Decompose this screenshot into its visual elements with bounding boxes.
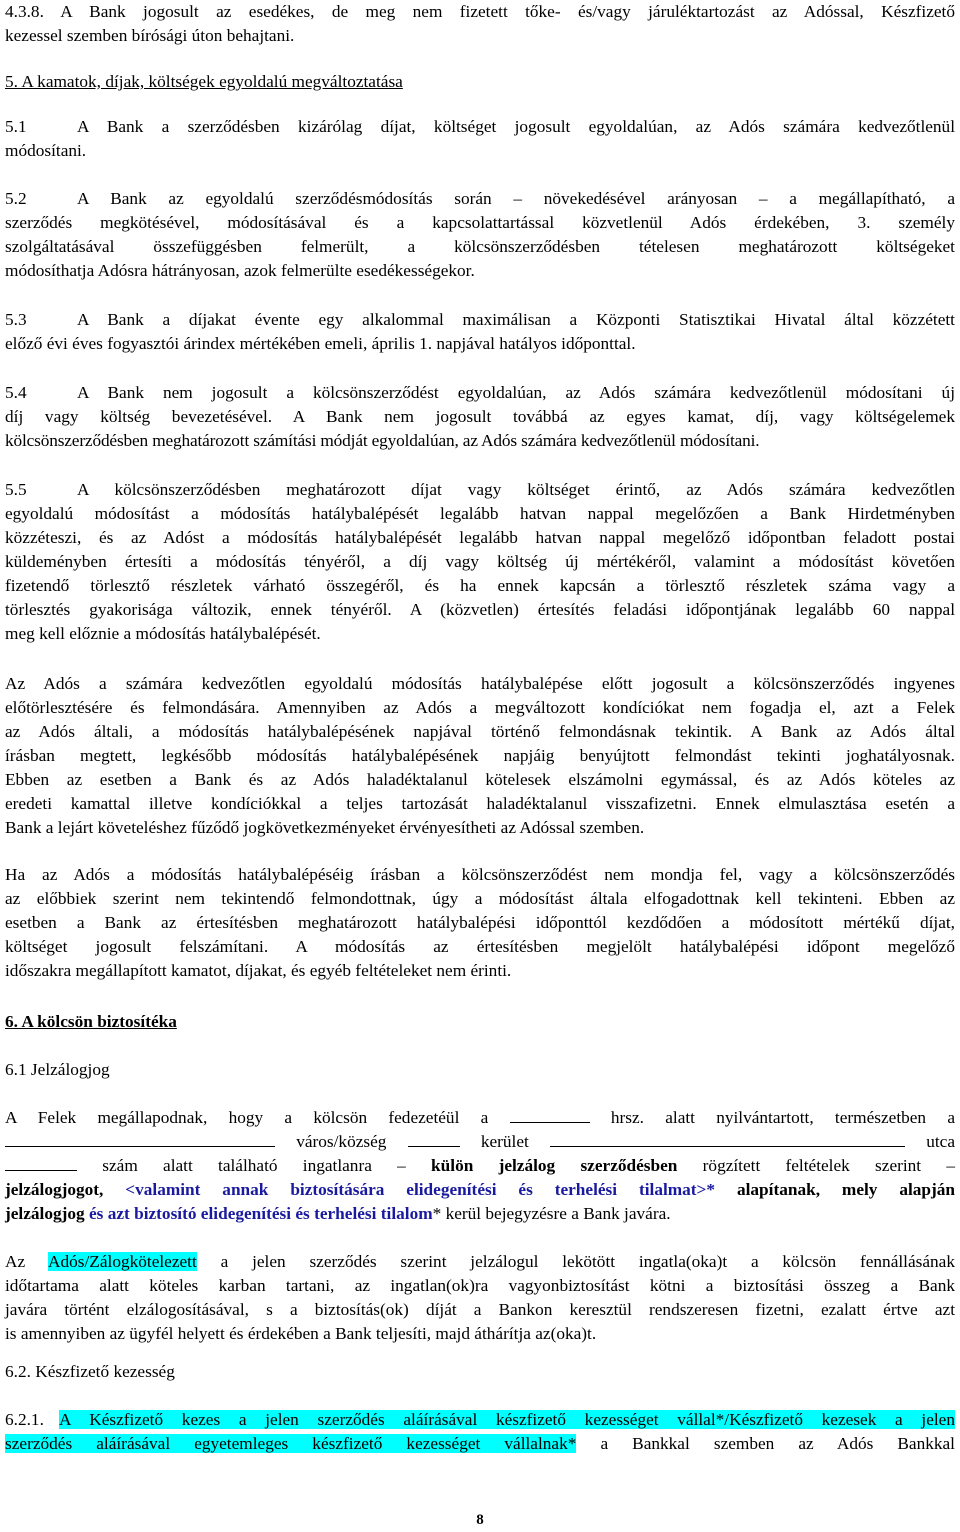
paragraph-zalogkotelezett: Az Adós/Zálogkötelezett a jelen szerződés szerint jelzálogul lekötött ingatla(oka)t a kölcsön fennállásának időtartama alatt köteles karban tartani, az ingatlan(ok)ra vagyonbiztosítást kötni a biztosítási összeg a Bank javára történt elzálogosításával, s a biztosítás(ok) díját a Bankon keresztül rendszeresen fizetni, ezalatt értve azt is amennyiben az ügyfél helyett és érdekében a Bank teljesíti, majd áthárítja az(oka)t. <box>5 1250 955 1346</box>
clause-number: 5.1 <box>5 117 27 136</box>
section-4-3-8 <box>5 0 955 48</box>
highlighted-text: Adós/Zálogkötelezett <box>48 1252 197 1271</box>
clause-number: 5.5 <box>5 480 27 499</box>
paragraph-ha-az-ados <box>5 863 955 983</box>
paragraph-5-5 <box>5 478 955 646</box>
heading-section-5: 5. A kamatok, díjak, költségek egyoldalú megváltoztatása <box>5 72 403 91</box>
text-line: Bank a lejárt követeléshez fűződő jogkövetkezményeket érvényesítheti az Adóssal szemben. <box>5 818 645 837</box>
text-line: előző évi éves fogyasztói árindex mértékében emeli, április 1. napjával hatályos időponttal. <box>5 334 636 353</box>
clause-number: 5.3 <box>5 310 27 329</box>
paragraph-5-1 <box>5 115 955 163</box>
text-line: közzéteszi, és az Adóst a módosítás hatálybalépését legalább hatvan nappal megelőző időpontban feladott postai <box>5 528 955 547</box>
heading-6-1: 6.1 Jelzálogjog <box>5 1060 110 1079</box>
text-line: az Adós általi, a módosítás hatálybalépésének napjával történő felmondásnak tekintik. A Bank az Adós által <box>5 722 955 741</box>
text-line: javára történt elzálogosításával, s a biztosítás(ok) díját a Bankon keresztül rendszeresen fizetni, ezalatt értve azt <box>5 1300 955 1319</box>
text-line: szolgáltatásával összefüggésben felmerült, a kölcsönszerződésben tételesen meghatározott költségeket <box>5 237 955 256</box>
text-line: meg kell előznie a módosítás hatálybalépését. <box>5 624 321 643</box>
paragraph-6-1: A Felek megállapodnak, hogy a kölcsön fedezetéül a hrsz. alatt nyilvántartott, természetben a város/község kerület utca szám alatt található ingatlanra – külön jelzálog szerződésben rögzített feltételek szerint – jelzálogjogot, <valamint annak biztosítására elidegenítési és terhelési tilalmat>* alapítanak, mely alapján jelzálogjog és azt biztosító elidegenítési és terhelési tilalom* kerül bejegyzésre a Bank javára. <box>5 1108 956 1223</box>
paragraph-ados-jogosult <box>5 672 955 840</box>
heading-section-6: 6. A kölcsön biztosítéka <box>5 1012 177 1031</box>
clause-number: 6.2.1. <box>5 1410 44 1429</box>
text-line: esetben a Bank az értesítésben meghatározott hatálybalépési időponttól kezdődően a módosított mértékű díjat, <box>5 913 955 932</box>
paragraph-5-4 <box>5 381 955 453</box>
text-line: írásban megtett, legkésőbb módosítás hatálybalépésének napjáig benyújtott felmondást tekinti joghatályosnak. <box>5 746 955 765</box>
text-line: módosíthatja Adósra hátrányosan, azok felmerülte esedékességekor. <box>5 261 475 280</box>
text-line: előtörlesztésére és felmondására. Amennyiben az Adós a megváltozott kondíciókat nem fogadja el, azt a Felek <box>5 698 955 717</box>
text-line: Ha az Adós a módosítás hatálybalépéséig írásban a kölcsönszerződést nem mondja fel, vagy a kölcsönszerződés <box>5 865 955 884</box>
text-line: fizetendő törlesztő részletek várható összegéről, és ha ennek kapcsán a törlesztő részletek száma vagy a <box>5 576 955 595</box>
text-line: küldeményben értesíti a módosítás tényéről, a díj vagy költség új mértékéről, valamint a módosítást követően <box>5 552 955 571</box>
text-line: Ebben az esetben a Bank és az Adós haladéktalanul kötelesek elszámolni egymással, és az Adós köteles az <box>5 770 955 789</box>
text-line: A kölcsönszerződésben meghatározott díjat vagy költséget érintő, az Adós számára kedvezőtlen <box>77 480 955 499</box>
text-line: egyoldalú módosítást a módosítás hatálybalépését legalább hatvan nappal megelőzően a Bank Hirdetményben <box>5 504 955 523</box>
text-line: költséget jogosult felszámítani. A módosítás az értesítésben megjelölt hatálybalépési időpont megelőző <box>5 937 955 956</box>
text-line: időtartama alatt köteles karban tartani, az ingatlan(ok)ra vagyonbiztosítást kötni a biztosítási összeg a Bank <box>5 1276 955 1295</box>
page-number: 8 <box>476 1512 484 1528</box>
text-line: szerződés megkötésével, módosításával és a kapcsolattartással közvetlenül Adós érdekében, 3. személy <box>5 213 955 232</box>
blank-field-district[interactable] <box>408 1130 460 1147</box>
blank-field-city[interactable] <box>5 1130 275 1147</box>
text-line: módosítani. <box>5 141 87 160</box>
text-line: törlesztés gyakorisága változik, ennek tényéről. A (közvetlen) értesítés feladási időpontjának legalább 60 nappal <box>5 600 955 619</box>
text-line: kezessel szemben bírósági úton behajtani. <box>5 26 295 45</box>
text-line: A Bank a díjakat évente egy alkalommal maximálisan a Központi Statisztikai Hivatal által közzétett <box>77 310 955 329</box>
text-line: időszakra megállapított kamatot, díjakat, és egyéb feltételeket nem érinti. <box>5 961 512 980</box>
text-line: A Bank az egyoldalú szerződésmódosítás során – növekedésével arányosan – a megállapítható, a <box>77 189 955 208</box>
text-line: A Bank nem jogosult a kölcsönszerződést egyoldalúan, az Adós számára kedvezőtlenül módosítani új <box>77 383 955 402</box>
clause-number: 5.4 <box>5 383 27 402</box>
text-line: Az Adós a számára kedvezőtlen egyoldalú módosítás hatálybalépése előtt jogosult a kölcsönszerződés ingyenes <box>5 674 955 693</box>
paragraph-6-2-1: 6.2.1. A Készfizető kezes a jelen szerződés aláírásával készfizető kezességet vállal*/Készfizető kezesek a jelen szerződés aláírásával egyetemleges készfizető kezességet vállalnak* a Bankkal szemben az Adós Bankkal <box>5 1410 955 1453</box>
paragraph-5-2 <box>5 187 955 283</box>
clause-number: 5.2 <box>5 189 27 208</box>
text-line: kölcsönszerződésben meghatározott számítási módját egyoldalúan, az Adós számára kedvezőtlenül módosítani. <box>5 431 760 450</box>
text-line: is amennyiben az ügyfél helyett és érdekében a Bank teljesíti, majd áthárítja az(oka)t. <box>5 1324 597 1343</box>
blank-field-number[interactable] <box>5 1154 77 1171</box>
text-line: 4.3.8. A Bank jogosult az esedékes, de meg nem fizetett tőke- és/vagy járuléktartozást az Adóssal, Készfizető <box>5 2 955 21</box>
text-line: eredeti kamattal illetve kondíciókkal a teljes tartozását haladéktalanul visszafizetni. Ennek elmulasztása esetén a <box>5 794 955 813</box>
text-line: díj vagy költség bevezetésével. A Bank nem jogosult továbbá az egyes kamat, díj, vagy költségelemek <box>5 407 955 426</box>
highlighted-text: A Készfizető kezes a jelen szerződés aláírásával készfizető kezességet vállal*/Készfizető kezesek a jelen <box>59 1410 955 1429</box>
blank-field-hrsz[interactable] <box>510 1106 590 1123</box>
text-line: az előbbiek szerint nem tekintendő felmondottnak, úgy a módosítást általa elfogadottnak kell tekinteni. Ebben az <box>5 889 955 908</box>
text-line: A Bank a szerződésben kizárólag díjat, költséget jogosult egyoldalúan, az Adós számára kedvezőtlenül <box>77 117 955 136</box>
highlighted-text: szerződés aláírásával egyetemleges készfizető kezességet vállalnak* <box>5 1434 577 1453</box>
heading-6-2: 6.2. Készfizető kezesség <box>5 1362 175 1381</box>
blank-field-street[interactable] <box>550 1130 905 1147</box>
paragraph-5-3 <box>5 308 955 356</box>
